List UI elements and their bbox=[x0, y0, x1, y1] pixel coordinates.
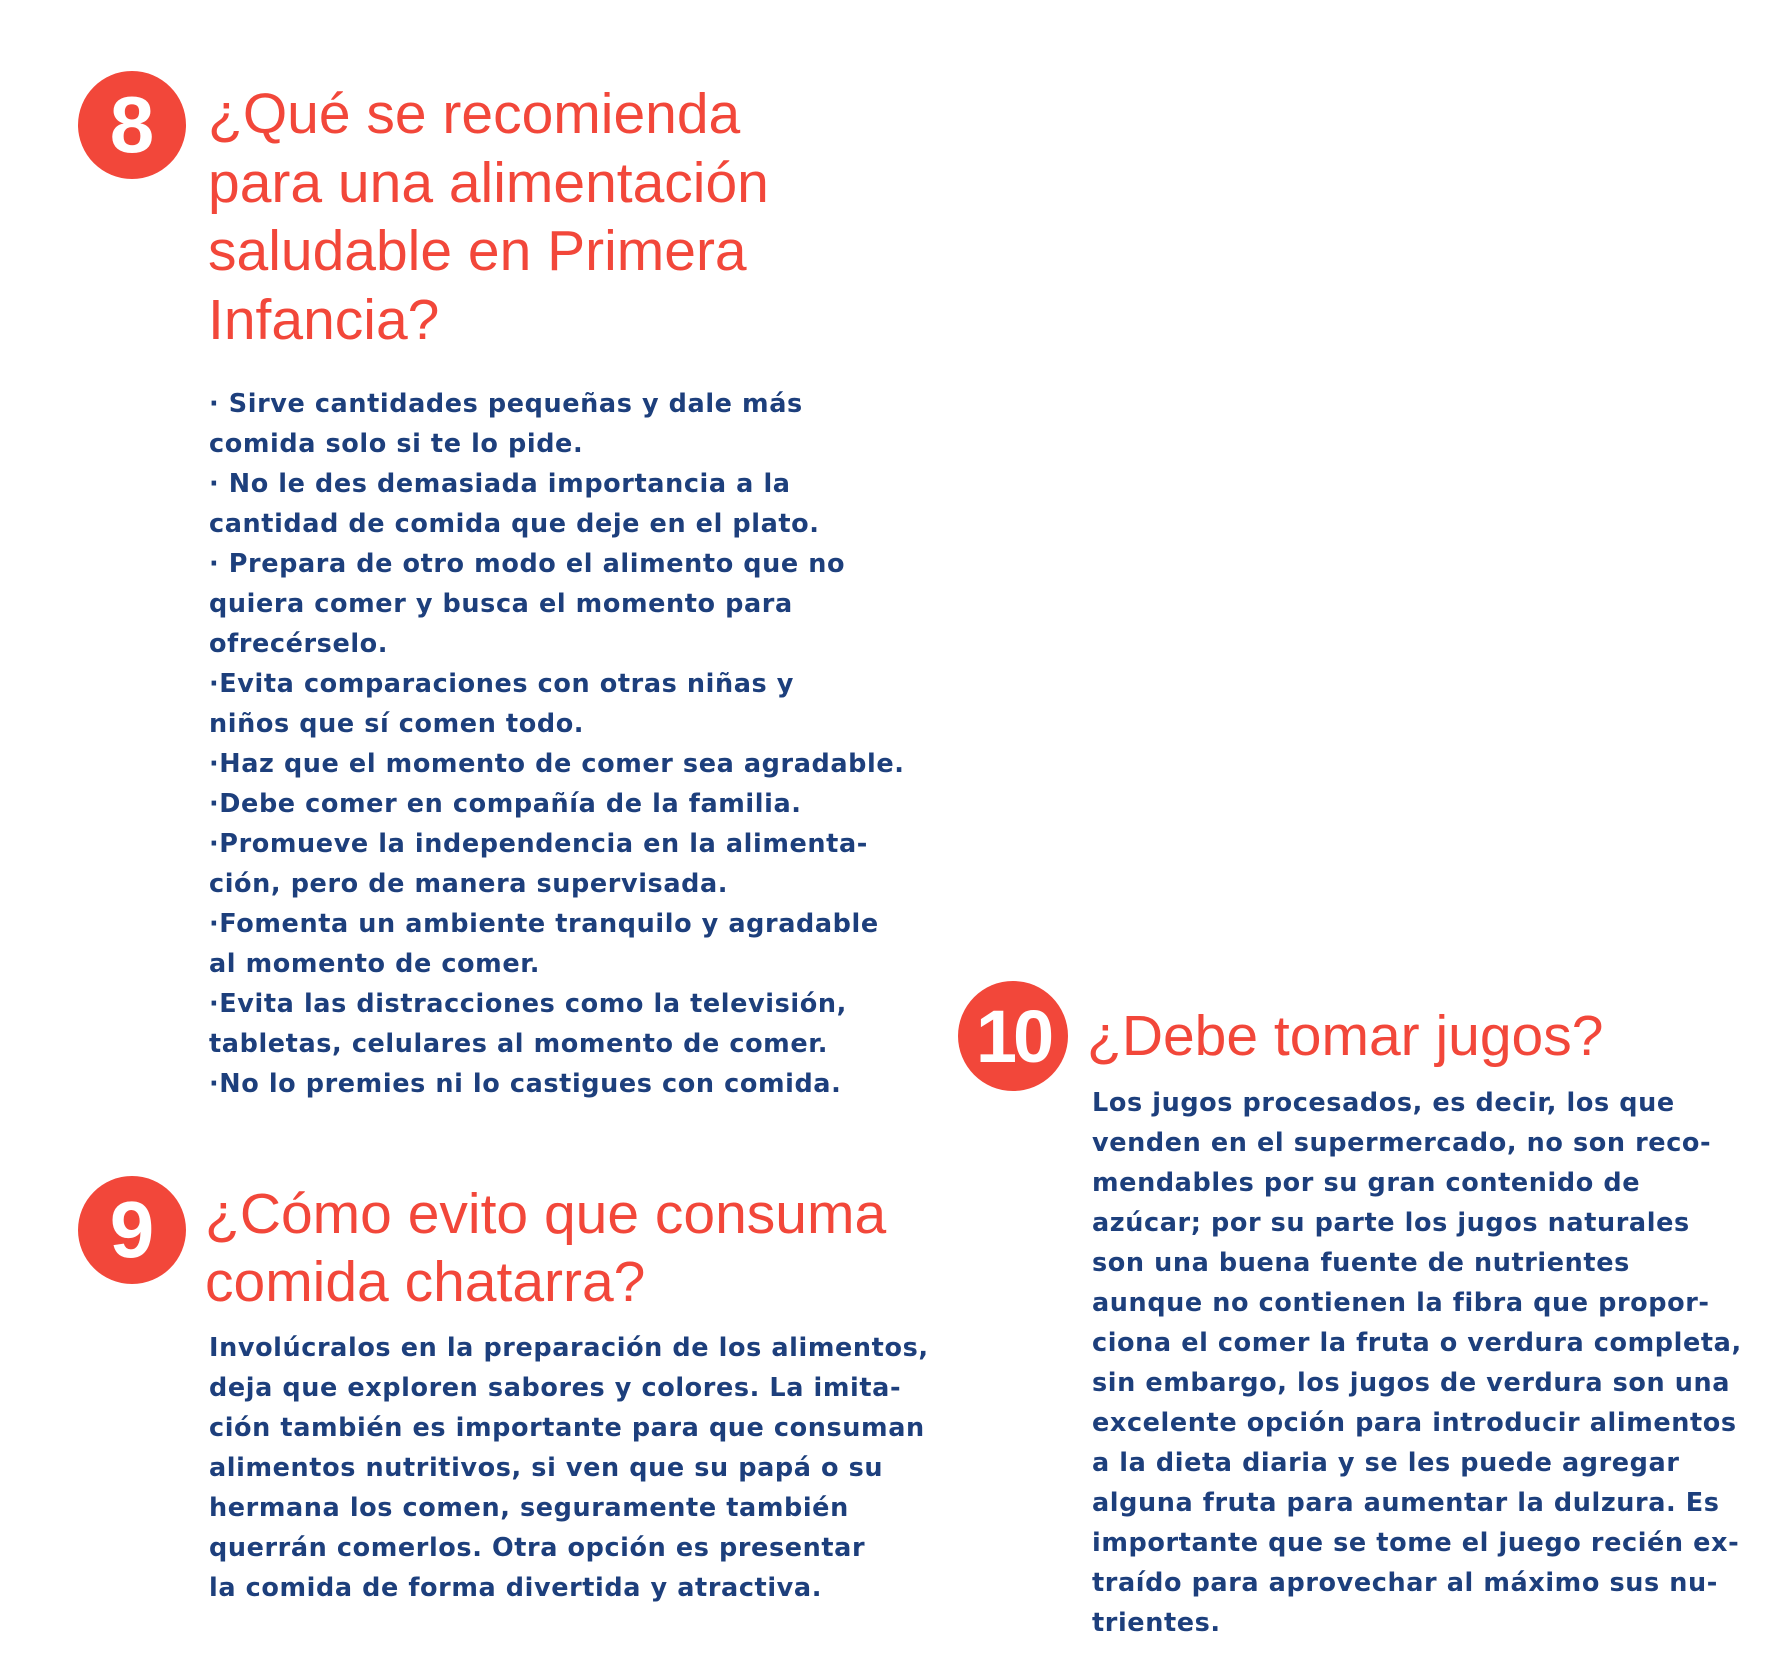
body-line: azúcar; por su parte los jugos naturales bbox=[1092, 1208, 1690, 1238]
body-line: · Sirve cantidades pequeñas y dale más bbox=[209, 389, 803, 419]
body-line: excelente opción para introducir alimentos bbox=[1092, 1408, 1737, 1438]
body-line: son una buena fuente de nutrientes bbox=[1092, 1248, 1630, 1278]
body-line: ·Haz que el momento de comer sea agradable. bbox=[209, 749, 905, 779]
body-line: cantidad de comida que deje en el plato. bbox=[209, 509, 820, 539]
body-line: ción también es importante para que consuman bbox=[209, 1413, 925, 1443]
title-line: para una alimentación bbox=[208, 150, 769, 215]
body-line: sin embargo, los jugos de verdura son una bbox=[1092, 1368, 1731, 1398]
body-line: tabletas, celulares al momento de comer. bbox=[209, 1029, 829, 1059]
body-line: importante que se tome el juego recién ex- bbox=[1092, 1528, 1740, 1558]
section-title bbox=[1087, 1002, 1603, 1070]
body-line: Involúcralos en la preparación de los alimentos, bbox=[209, 1333, 929, 1363]
body-line: quiera comer y busca el momento para bbox=[209, 589, 793, 619]
section-title bbox=[205, 1180, 886, 1316]
body-line: hermana los comen, seguramente también bbox=[209, 1493, 849, 1523]
title-line: Infancia? bbox=[208, 287, 440, 352]
section-title bbox=[208, 80, 769, 354]
body-line: ciona el comer la fruta o verdura completa, bbox=[1092, 1328, 1742, 1358]
body-line: · No le des demasiada importancia a la bbox=[209, 469, 791, 499]
section-body bbox=[1092, 1083, 1742, 1643]
body-line: a la dieta diaria y se les puede agregar bbox=[1092, 1448, 1680, 1478]
body-line: querrán comerlos. Otra opción es presentar bbox=[209, 1533, 866, 1563]
body-line: la comida de forma divertida y atractiva. bbox=[209, 1573, 822, 1603]
body-line: venden en el supermercado, no son reco- bbox=[1092, 1128, 1712, 1158]
body-line: ·Fomenta un ambiente tranquilo y agradable bbox=[209, 909, 879, 939]
title-line: comida chatarra? bbox=[205, 1250, 646, 1314]
section-number-badge: 10 bbox=[958, 981, 1068, 1091]
body-line: al momento de comer. bbox=[209, 949, 541, 979]
body-line: alimentos nutritivos, si ven que su papá o su bbox=[209, 1453, 884, 1483]
body-line: alguna fruta para aumentar la dulzura. Es bbox=[1092, 1488, 1720, 1518]
body-line: mendables por su gran contenido de bbox=[1092, 1168, 1641, 1198]
section-number-badge: 9 bbox=[78, 1176, 186, 1284]
body-line: traído para aprovechar al máximo sus nu- bbox=[1092, 1568, 1718, 1598]
body-line: ·Debe comer en compañía de la familia. bbox=[209, 789, 802, 819]
section-number-badge: 8 bbox=[78, 71, 186, 179]
title-line: ¿Qué se recomienda bbox=[208, 82, 741, 146]
body-line: · Prepara de otro modo el alimento que no bbox=[209, 549, 846, 579]
body-line: deja que exploren sabores y colores. La imita- bbox=[209, 1373, 902, 1403]
title-line: ¿Cómo evito que consuma bbox=[205, 1182, 887, 1246]
body-line: Los jugos procesados, es decir, los que bbox=[1092, 1088, 1675, 1118]
body-line: ción, pero de manera supervisada. bbox=[209, 869, 729, 899]
title-line: saludable en Primera bbox=[208, 219, 747, 283]
body-line: niños que sí comen todo. bbox=[209, 709, 585, 739]
title-line: ¿Debe tomar jugos? bbox=[1087, 1004, 1604, 1068]
body-line: trientes. bbox=[1092, 1608, 1221, 1638]
body-line: aunque no contienen la fibra que propor- bbox=[1092, 1288, 1710, 1318]
section-body bbox=[209, 384, 905, 1104]
body-line: ·Evita las distracciones como la televisión, bbox=[209, 989, 847, 1019]
body-line: comida solo si te lo pide. bbox=[209, 429, 584, 459]
body-line: ·No lo premies ni lo castigues con comida. bbox=[209, 1069, 842, 1099]
body-line: ·Evita comparaciones con otras niñas y bbox=[209, 669, 795, 699]
body-line: ofrecérselo. bbox=[209, 629, 389, 659]
section-body bbox=[209, 1328, 929, 1608]
body-line: ·Promueve la independencia en la alimenta- bbox=[209, 829, 868, 859]
